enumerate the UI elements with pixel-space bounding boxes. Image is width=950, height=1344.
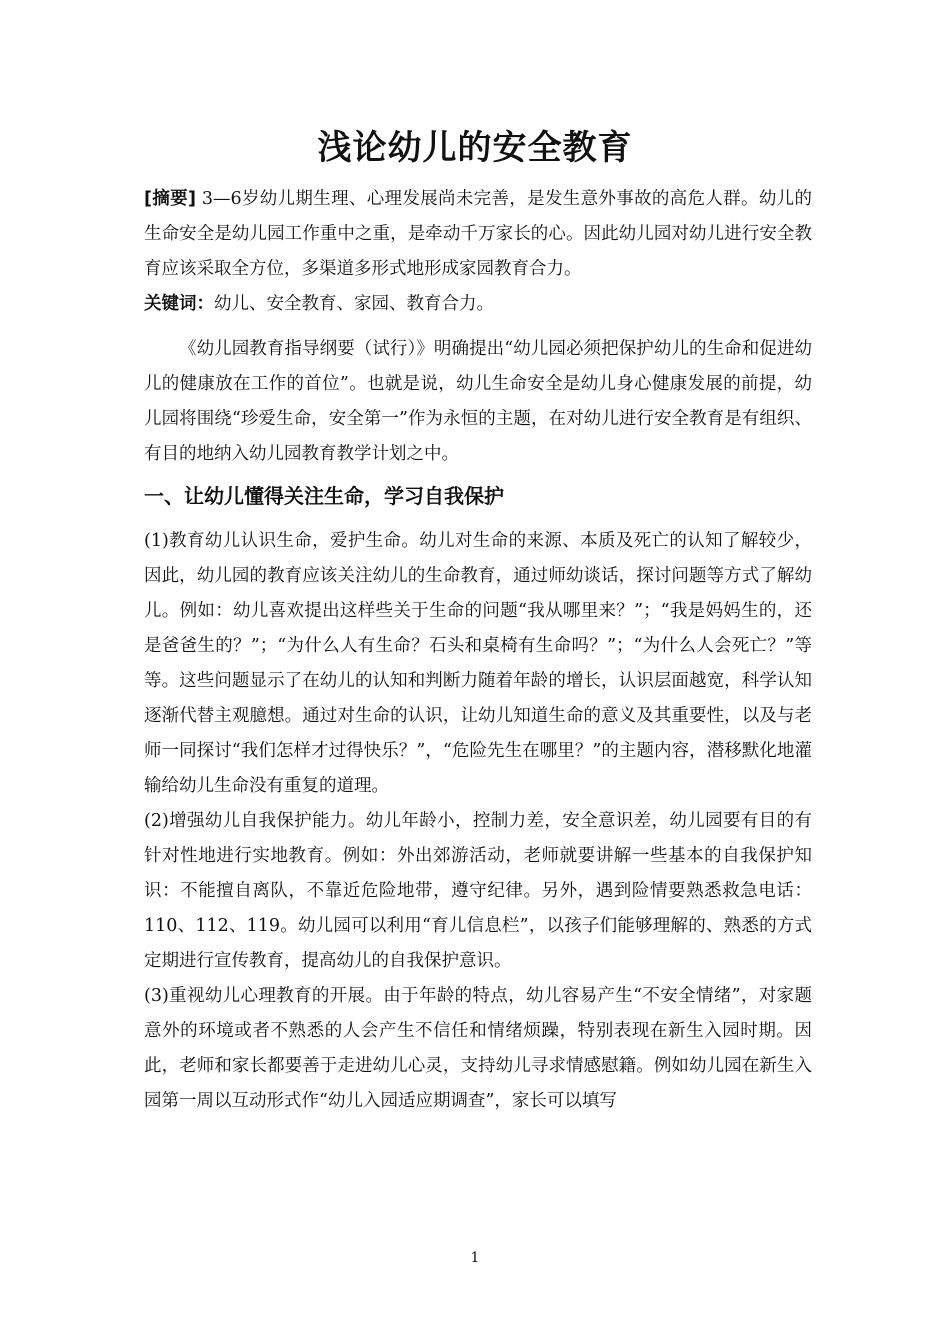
document-title: 浅论幼儿的安全教育 (317, 128, 633, 168)
keywords-label: 关键词： (144, 294, 214, 314)
keywords (144, 287, 812, 322)
paragraph-1: (1)教育幼儿认识生命，爱护生命。幼儿对生命的来源、本质及死亡的认知了解较少，因此，幼儿园的教育应该关注幼儿的生命教育，通过师幼谈话，探讨问题等方式了解幼儿。例如：幼儿喜欢提出这样些关于生命的问题“我从哪里来？”；“我是妈妈生的，还是爸爸生的？”；“为什么人有生命？石头和桌椅有生命吗？”；“为什么人会死亡？”等等。这些问题显示了在幼儿的认知和判断力随着年龄的增长，认识层面越宽，科学认知逐渐代替主观臆想。通过对生命的认识，让幼儿知道生命的意义及其重要性，以及与老师一同探讨“我们怎样才过得快乐？”，“危险先生在哪里？”的主题内容，潜移默化地灌输给幼儿生命没有重复的道理。 (144, 531, 812, 796)
paragraph-2: (2)增强幼儿自我保护能力。幼儿年龄小，控制力差，安全意识差，幼儿园要有目的有针对性地进行实地教育。例如：外出郊游活动，老师就要讲解一些基本的自我保护知识：不能擅自离队，不靠近危险地带，遵守纪律。另外，遇到险情要熟悉救急电话：110、112、119。幼儿园可以利用“育儿信息栏”，以孩子们能够理解的、熟悉的方式定期进行宣传教育，提高幼儿的自我保护意识。 (144, 811, 812, 971)
abstract-label: [摘要] (144, 189, 196, 209)
abstract (144, 182, 812, 287)
abstract-text: 3—6岁幼儿期生理、心理发展尚未完善，是发生意外事故的高危人群。幼儿的生命安全是幼儿园工作重中之重，是牵动千万家长的心。因此幼儿园对幼儿进行安全教育应该采取全方位，多渠道多形式地形成家园教育合力。 (144, 189, 812, 279)
section-heading: 一、让幼儿懂得关注生命，学习自我保护 (144, 484, 504, 508)
document-body (144, 182, 812, 1119)
paragraph-3: (3)重视幼儿心理教育的开展。由于年龄的特点，幼儿容易产生“不安全情绪”，对家题意外的环境或者不熟悉的人会产生不信任和情绪烦躁，特别表现在新生入园时期。因此，老师和家长都要善于走进幼儿心灵，支持幼儿寻求情感慰籍。例如幼儿园在新生入园第一周以互动形式作“幼儿入园适应期调查”，家长可以填写 (144, 986, 812, 1111)
intro-paragraph: 《幼儿园教育指导纲要（试行）》明确提出“幼儿园必须把保护幼儿的生命和促进幼儿的健康放在工作的首位”。也就是说，幼儿生命安全是幼儿身心健康发展的前提，幼儿园将围绕“珍爱生命，安全第一”作为永恒的主题，在对幼儿进行安全教育是有组织、有目的地纳入幼儿园教育教学计划之中。 (144, 339, 812, 464)
keywords-text: 幼儿、安全教育、家园、教育合力。 (214, 294, 494, 314)
page-number: 1 (470, 1250, 480, 1266)
